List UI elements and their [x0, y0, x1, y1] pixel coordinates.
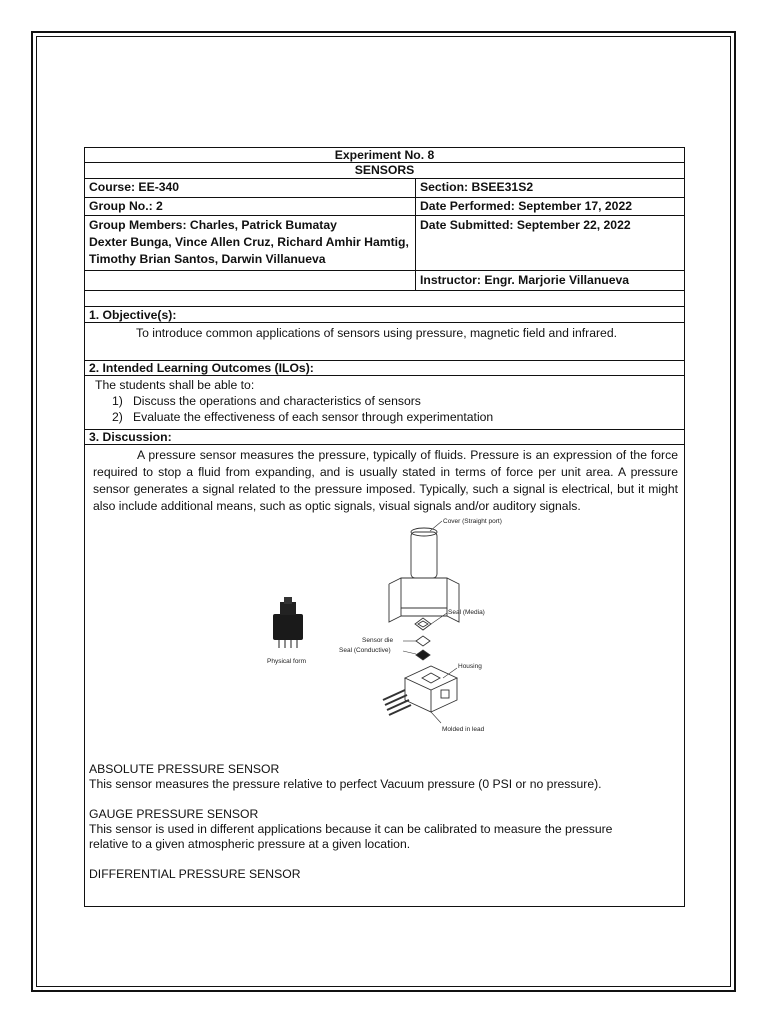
- experiment-row: [84, 147, 685, 163]
- course-cell: Course: EE-340: [85, 179, 416, 197]
- objective-text-row: [84, 323, 685, 361]
- seal-conductive-label: Seal (Conductive): [339, 647, 391, 654]
- objective-title: 1. Objective(s):: [89, 308, 177, 322]
- pressure-sensor-figure: [85, 518, 684, 762]
- spacer-row: [84, 291, 685, 307]
- title-row: [84, 163, 685, 179]
- cover-label: Cover (Straight port): [443, 518, 502, 525]
- physical-form-image: [267, 597, 306, 665]
- absolute-text: This sensor measures the pressure relative to perfect Vacuum pressure (0 PSI or no pressure).: [89, 777, 602, 791]
- instructor-cell: Instructor: Engr. Marjorie Villanueva: [420, 273, 630, 287]
- group-row: [84, 198, 685, 216]
- discussion-text: A pressure sensor measures the pressure, typically of fluids. Pressure is an expression of the force required to stop a fluid from expanding, and is usually stated in terms of force per unit area. A pressure sensor generates a signal related to the pressure imposed. Typically, such a signal is electrical, but it might also include additional means, such as optic signals, visual signals and/or auditory signals.: [93, 448, 678, 513]
- housing-label: Housing: [458, 663, 482, 670]
- objective-text: To introduce common applications of sensors using pressure, magnetic field and infrared.: [136, 326, 617, 340]
- members-line-3: Timothy Brian Santos, Darwin Villanueva: [89, 252, 326, 266]
- objective-title-row: [84, 307, 685, 323]
- sensor-die-label: Sensor die: [362, 637, 394, 644]
- instructor-empty-cell: [85, 271, 416, 290]
- instructor-row: [84, 271, 685, 291]
- date-performed-cell: Date Performed: September 17, 2022: [420, 199, 633, 213]
- molded-lead-label: Molded in lead: [442, 726, 485, 733]
- ilo-intro: The students shall be able to:: [95, 378, 255, 392]
- seal-media-label: Seal (Media): [448, 609, 485, 616]
- ilo-item-2: 2) Evaluate the effectiveness of each sensor through experimentation: [112, 410, 494, 424]
- members-line-2: Dexter Bunga, Vince Allen Cruz, Richard Amhir Hamtig,: [89, 235, 409, 249]
- discussion-body: [84, 445, 685, 907]
- gauge-text: This sensor is used in different applications because it can be calibrated to measure the pressure relative to a given atmospheric pressure at a given location.: [89, 822, 613, 851]
- members-row: [84, 216, 685, 271]
- ilo-body: [85, 376, 497, 429]
- ilo-body-row: [84, 376, 685, 430]
- ilo-item-1: 1) Discuss the operations and characteristics of sensors: [112, 394, 421, 408]
- differential-title: DIFFERENTIAL PRESSURE SENSOR: [89, 867, 301, 881]
- members-cell: [85, 216, 416, 270]
- gauge-title: GAUGE PRESSURE SENSOR: [89, 807, 259, 821]
- group-no-cell: Group No.: 2: [85, 198, 416, 215]
- members-line-1: Group Members: Charles, Patrick Bumatay: [89, 218, 337, 232]
- ilo-title: 2. Intended Learning Outcomes (ILOs):: [89, 361, 314, 375]
- date-submitted-cell: Date Submitted: September 22, 2022: [420, 218, 631, 232]
- discussion-title-row: [84, 430, 685, 445]
- exploded-sensor-diagram: [383, 521, 459, 723]
- physical-form-label: Physical form: [267, 658, 307, 665]
- sensor-types: [85, 762, 684, 882]
- section-cell: Section: BSEE31S2: [420, 180, 534, 194]
- experiment-title: SENSORS: [354, 163, 415, 177]
- ilo-title-row: [84, 361, 685, 376]
- lab-report-table: [84, 147, 685, 907]
- discussion-title: 3. Discussion:: [89, 430, 172, 444]
- experiment-number: Experiment No. 8: [334, 148, 435, 162]
- absolute-title: ABSOLUTE PRESSURE SENSOR: [89, 762, 280, 776]
- course-row: [84, 179, 685, 198]
